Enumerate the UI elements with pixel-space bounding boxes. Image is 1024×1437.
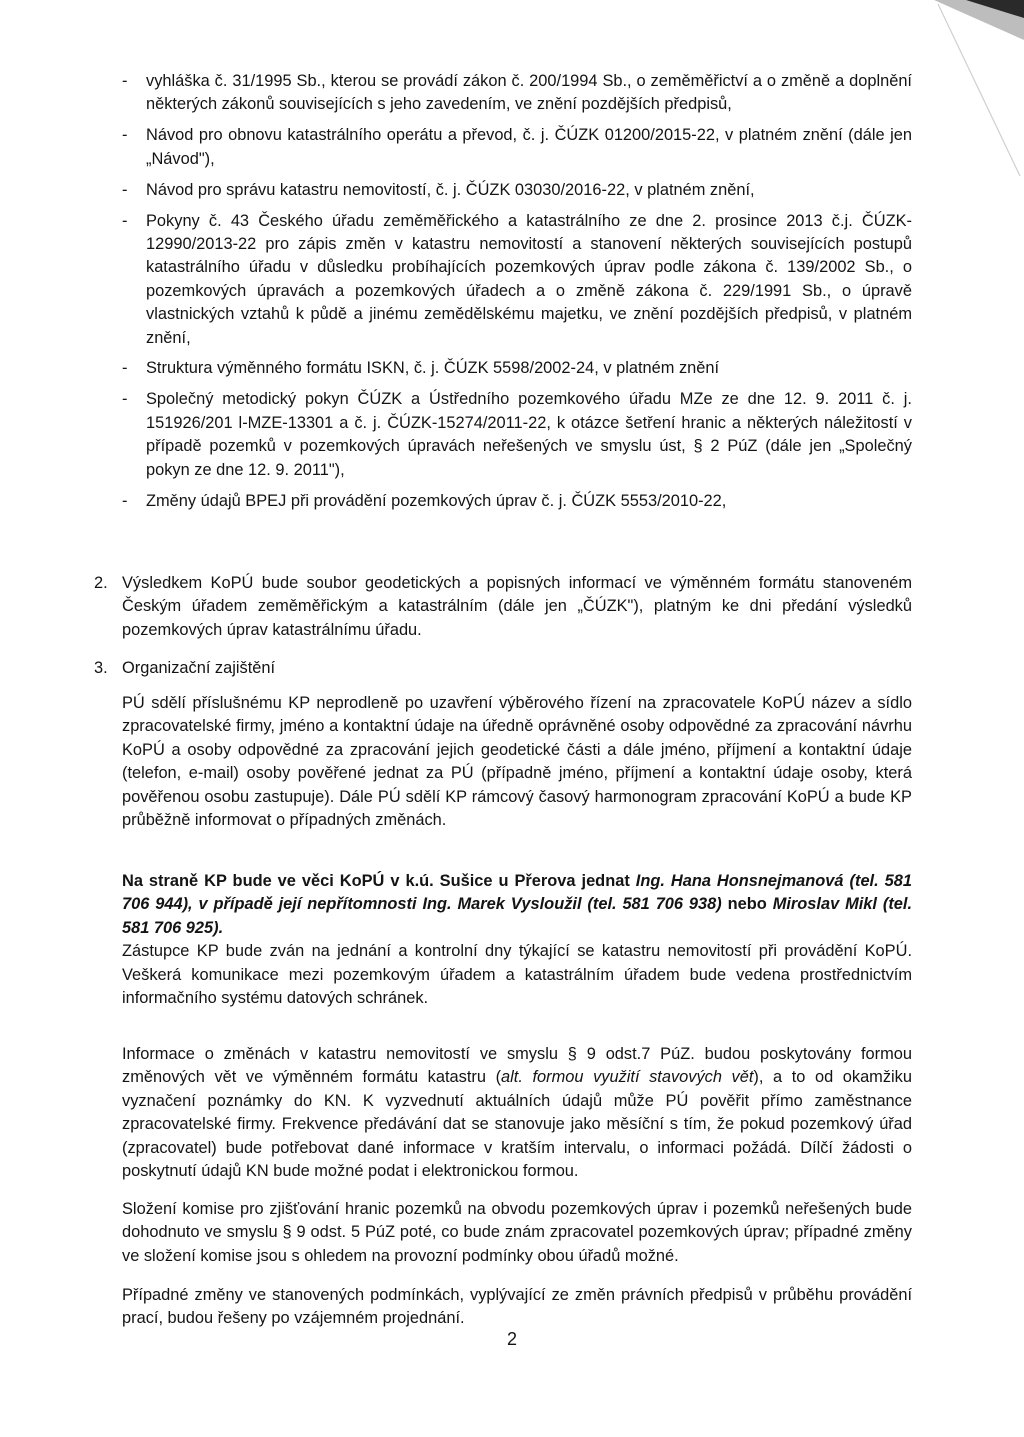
scan-edge-shadow xyxy=(894,0,1024,190)
section-number: 2. xyxy=(94,574,108,592)
paragraph-changes: Případné změny ve stanovených podmínkách, vyplývající ze změn právních předpisů v průběhu provádění prací, budou řešeny po vzájemném projednání. xyxy=(122,1286,912,1328)
list-item: - Změny údajů BPEJ při provádění pozemkových úprav č. j. ČÚZK 5553/2010-22, xyxy=(122,491,727,510)
list-item: - Návod pro správu katastru nemovitostí, č. j. ČÚZK 03030/2016-22, v platném znění, xyxy=(122,180,755,199)
paragraph-commission: Složení komise pro zjišťování hranic pozemků na obvodu pozemkových úprav i pozemků neřešených bude dohodnuto ve smyslu § 9 odst. 5 PúZ poté, co bude znám zpracovatel pozemkových úprav; případné změny ve složení komise jsou s ohledem na provozní podmínky obou úřadů možné. xyxy=(122,1200,912,1265)
section-3 xyxy=(94,657,912,680)
paragraph-pu-notification: PÚ sdělí příslušnému KP neprodleně po uzavření výběrového řízení na zpracovatele KoPÚ název a sídlo zpracovatelské firmy, jméno a kontaktní údaje na úředně oprávněné osoby odpovědné za zpracování návrhu KoPÚ a osoby odpovědné za zpracování jejich geodetické části a dále jméno, příjmení a kontaktní údaje (telefon, e-mail) osoby pověřené jednat za PÚ (případně jméno, příjmení a kontaktní údaje osoby, která pověřenou osobu zastupuje). Dále PÚ sdělí KP rámcový časový harmonogram zpracování KoPÚ a bude KP průběžně informovat o případných změnách. xyxy=(122,694,912,830)
list-item: - vyhláška č. 31/1995 Sb., kterou se provádí zákon č. 200/1994 Sb., o zeměměřictví a o změně a doplnění některých zákonů souvisejících s jeho zavedením, ve znění pozdějších předpisů, xyxy=(122,72,912,114)
contact-person-1: Ing. Hana Honsnejmanová xyxy=(635,872,844,890)
contact-person-2: Ing. Marek Vysloužil xyxy=(422,895,582,914)
section-2 xyxy=(94,572,912,642)
section-number: 3. xyxy=(94,659,108,677)
list-item: - Společný metodický pokyn ČÚZK a Ústředního pozemkového úřadu MZe ze dne 12. 9. 2011 č. j. 151926/201 l-MZE-13301 a č. j. ČÚZK-15274/2011-22, k otázce šetření hranic a některých náležitostí v případě pozemků v pozemkových úpravách neřešených ve smyslu úst, § 2 PúZ (dále jen „Společný pokyn ze dne 12. 9. 2011"), xyxy=(122,390,912,479)
paragraph-kp-contacts: Na straně KP bude ve věci KoPÚ v k.ú. Sušice u Přerova jednat Ing. Hana Honsnejmanová (tel. 581 706 944), v případě její nepřítomnosti Ing. Marek Vysloužil (tel. 581 706 938) nebo Miroslav Mikl (tel. 581 706 925). Zástupce KP bude zván na jednání a kontrolní dny týkající se katastru nemovitostí při provádění KoPÚ. Veškerá komunikace mezi pozemkovým úřadem a katastrálním úřadem bude vedena prostřednictvím informačního systému datových schránek. xyxy=(122,872,913,1008)
list-item: - Návod pro obnovu katastrálního operátu a převod, č. j. ČÚZK 01200/2015-22, v platném znění (dále jen „Návod"), xyxy=(122,126,912,168)
regulation-list xyxy=(122,70,912,520)
section-2-text: Výsledkem KoPÚ bude soubor geodetických a popisných informací ve výměnném formátu stanoveném Českým úřadem zeměměřickým a katastrálním (dále jen „ČÚZK"), platným ke dni předání výsledků pozemkových úprav katastrálnímu úřadu. xyxy=(122,574,912,639)
list-item: - Struktura výměnného formátu ISKN, č. j. ČÚZK 5598/2002-24, v platném znění xyxy=(122,359,720,378)
list-item: - Pokyny č. 43 Českého úřadu zeměměřického a katastrálního ze dne 2. prosince 2013 č.j. ČÚZK-12990/2013-22 pro zápis změn v katastru nemovitostí a stanovení některých souvisejících postupů katastrálního úřadu v důsledku probíhajících pozemkových úprav podle zákona č. 139/2002 Sb., o pozemkových úpravách a pozemkových úřadech a o změně zákona č. 229/1991 Sb., o úpravě vlastnických vztahů k půdě a jinému zemědělskému majetku, ve znění pozdějších předpisů, v platném znění, xyxy=(122,211,912,347)
section-3-heading: Organizační zajištění xyxy=(122,659,276,677)
contact-person-3: Miroslav Mikl xyxy=(772,895,877,914)
page-number: 2 xyxy=(506,1329,517,1349)
paragraph-information: Informace o změnách v katastru nemovitostí ve smyslu § 9 odst.7 PúZ. budou poskytovány formou změnových vět ve výměnném formátu katastru (alt. formou využití stavových vět), a to od okamžiku vyznačení poznámky do KN. K vyzvednutí aktuálních údajů může PÚ pověřit přímo zaměstnance zpracovatelské firmy. Frekvence předávání dat se stanovuje jako měsíční s tím, že pokud pozemkový úřad (zpracovatel) bude potřebovat dané informace v kratším intervalu, o informaci požádá. Dílčí žádosti o poskytnutí údajů KN bude možné podat i elektronickou formou. xyxy=(122,1045,912,1181)
